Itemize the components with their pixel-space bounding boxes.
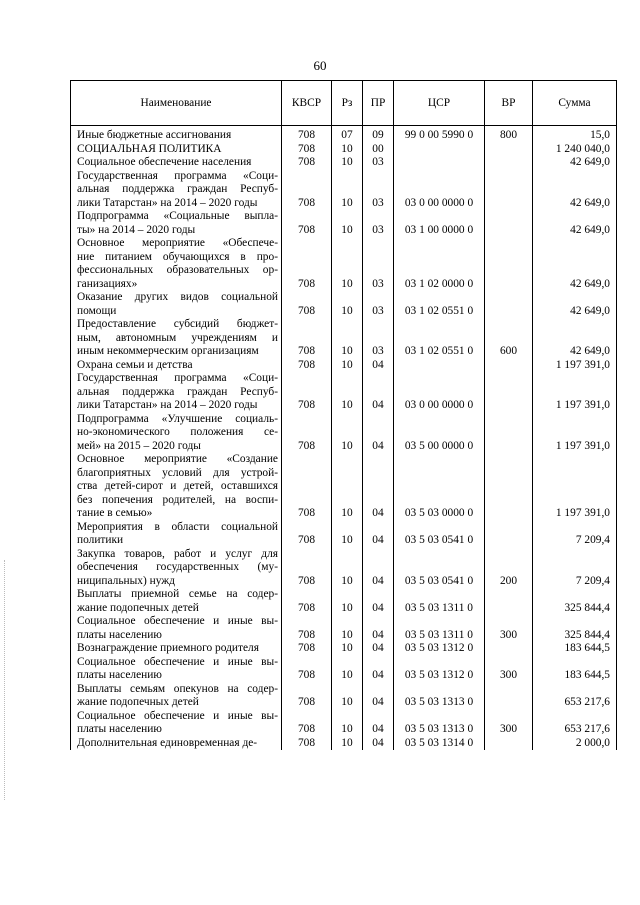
csr-cell: 03 0 00 0000 0	[394, 372, 485, 413]
csr-cell: 03 5 03 0541 0	[394, 521, 485, 548]
pr-cell: 04	[363, 521, 394, 548]
name-cell	[71, 210, 282, 237]
scan-edge	[4, 560, 6, 800]
name-line: платы населению	[77, 628, 162, 641]
sum-cell: 325 844,4	[533, 588, 617, 615]
table-row	[71, 210, 617, 237]
vr-cell	[485, 210, 533, 237]
name-line: Социальное обеспечение и иные вы-	[77, 709, 278, 722]
table-row	[71, 126, 617, 143]
pr-cell: 00	[363, 143, 394, 157]
kvsr-cell: 708	[282, 156, 332, 170]
header-vr: ВР	[485, 81, 533, 126]
csr-cell: 03 1 02 0551 0	[394, 318, 485, 359]
pr-cell: 03	[363, 237, 394, 291]
sum-cell: 1 197 391,0	[533, 372, 617, 413]
sum-cell: 15,0	[533, 126, 617, 143]
rz-cell: 10	[332, 413, 363, 454]
csr-cell: 03 5 03 0000 0	[394, 453, 485, 521]
name-cell	[71, 548, 282, 589]
sum-cell: 183 644,5	[533, 642, 617, 656]
pr-cell: 04	[363, 683, 394, 710]
csr-cell: 03 5 03 1312 0	[394, 642, 485, 656]
vr-cell	[485, 237, 533, 291]
name-line: ным, автономным учреждениям и	[77, 331, 278, 344]
rz-cell: 10	[332, 170, 363, 211]
name-cell	[71, 126, 282, 143]
csr-cell: 03 1 02 0551 0	[394, 291, 485, 318]
pr-cell: 04	[363, 642, 394, 656]
sum-cell: 7 209,4	[533, 548, 617, 589]
name-line: Подпрограмма «Социальные выпла-	[77, 210, 278, 222]
rz-cell: 10	[332, 656, 363, 683]
name-line: благоприятных условий для устрой-	[77, 466, 278, 479]
name-line: Государственная программа «Соци-	[77, 169, 278, 182]
name-line: платы населению	[77, 669, 162, 681]
table-row	[71, 683, 617, 710]
name-cell	[71, 372, 282, 413]
vr-cell: 300	[485, 710, 533, 737]
rz-cell: 10	[332, 521, 363, 548]
kvsr-cell: 708	[282, 143, 332, 157]
sum-cell: 183 644,5	[533, 656, 617, 683]
sum-cell: 1 197 391,0	[533, 413, 617, 454]
table-row	[71, 291, 617, 318]
name-cell	[71, 710, 282, 737]
name-line: жание подопечных детей	[77, 601, 199, 614]
csr-cell: 03 5 00 0000 0	[394, 413, 485, 454]
table-row	[71, 548, 617, 589]
rz-cell: 10	[332, 683, 363, 710]
rz-cell: 10	[332, 710, 363, 737]
kvsr-cell: 708	[282, 291, 332, 318]
kvsr-cell: 708	[282, 642, 332, 656]
kvsr-cell: 708	[282, 453, 332, 521]
csr-cell: 03 1 02 0000 0	[394, 237, 485, 291]
table-header	[71, 81, 617, 126]
rz-cell: 10	[332, 642, 363, 656]
budget-table	[70, 80, 617, 750]
csr-cell: 03 0 00 0000 0	[394, 170, 485, 211]
rz-cell: 10	[332, 372, 363, 413]
rz-cell: 10	[332, 359, 363, 373]
csr-cell	[394, 156, 485, 170]
name-line: Предоставление субсидий бюджет-	[77, 318, 278, 330]
vr-cell: 200	[485, 548, 533, 589]
sum-cell: 1 240 040,0	[533, 143, 617, 157]
table-row	[71, 143, 617, 157]
name-line: альная поддержка граждан Респуб-	[77, 183, 278, 195]
kvsr-cell: 708	[282, 210, 332, 237]
name-line: СОЦИАЛЬНАЯ ПОЛИТИКА	[77, 142, 222, 155]
name-cell	[71, 588, 282, 615]
kvsr-cell: 708	[282, 548, 332, 589]
kvsr-cell: 708	[282, 413, 332, 454]
vr-cell	[485, 413, 533, 454]
sum-cell: 42 649,0	[533, 291, 617, 318]
name-line: альная поддержка граждан Респуб-	[77, 385, 278, 398]
pr-cell: 03	[363, 318, 394, 359]
pr-cell: 04	[363, 710, 394, 737]
name-line: без попечения родителей, на воспи-	[77, 493, 278, 506]
name-cell	[71, 737, 282, 751]
name-line: помощи	[77, 304, 117, 317]
vr-cell	[485, 291, 533, 318]
vr-cell	[485, 588, 533, 615]
sum-cell: 1 197 391,0	[533, 453, 617, 521]
name-cell	[71, 683, 282, 710]
name-cell	[71, 359, 282, 373]
table-row	[71, 615, 617, 642]
name-line: но-экономического положения се-	[77, 426, 278, 438]
vr-cell	[485, 737, 533, 751]
pr-cell: 03	[363, 170, 394, 211]
vr-cell	[485, 143, 533, 157]
name-line: мей» на 2015 – 2020 годы	[77, 439, 201, 452]
rz-cell: 10	[332, 156, 363, 170]
csr-cell: 03 5 03 1314 0	[394, 737, 485, 751]
name-line: Основное мероприятие «Создание	[77, 453, 278, 465]
pr-cell: 04	[363, 359, 394, 373]
vr-cell	[485, 170, 533, 211]
name-cell	[71, 318, 282, 359]
name-cell	[71, 521, 282, 548]
table-row	[71, 170, 617, 211]
sum-cell: 2 000,0	[533, 737, 617, 751]
vr-cell	[485, 156, 533, 170]
pr-cell: 09	[363, 126, 394, 143]
kvsr-cell: 708	[282, 372, 332, 413]
table-row	[71, 737, 617, 751]
header-rz: Рз	[332, 81, 363, 126]
name-line: ниципальных) нужд	[77, 574, 175, 587]
name-line: Закупка товаров, работ и услуг для	[77, 547, 278, 560]
sum-cell: 1 197 391,0	[533, 359, 617, 373]
csr-cell: 03 1 00 0000 0	[394, 210, 485, 237]
header-name: Наименование	[71, 81, 282, 126]
name-line: обеспечения государственных (му-	[77, 561, 278, 573]
name-line: лики Татарстан» на 2014 – 2020 годы	[77, 196, 258, 209]
name-line: фессиональных образовательных ор-	[77, 264, 278, 276]
sum-cell: 7 209,4	[533, 521, 617, 548]
name-line: ства детей-сирот и детей, оставшихся	[77, 480, 278, 492]
name-line: иным некоммерческим организациям	[77, 345, 259, 357]
name-line: Социальное обеспечение и иные вы-	[77, 615, 278, 627]
header-csr: ЦСР	[394, 81, 485, 126]
name-line: ние питанием обучающихся в про-	[77, 250, 278, 263]
header-sum: Сумма	[533, 81, 617, 126]
kvsr-cell: 708	[282, 615, 332, 642]
name-line: Социальное обеспечение и иные вы-	[77, 655, 278, 668]
rz-cell: 10	[332, 318, 363, 359]
name-line: Выплаты семьям опекунов на содер-	[77, 682, 278, 695]
pr-cell: 04	[363, 615, 394, 642]
table-body	[71, 126, 617, 751]
name-line: жание подопечных детей	[77, 696, 199, 708]
name-line: Выплаты приемной семье на содер-	[77, 588, 278, 600]
table-row	[71, 359, 617, 373]
csr-cell: 03 5 03 1313 0	[394, 683, 485, 710]
table-row	[71, 318, 617, 359]
sum-cell: 653 217,6	[533, 683, 617, 710]
name-line: Подпрограмма «Улучшение социаль-	[77, 412, 278, 425]
name-line: ты» на 2014 – 2020 годы	[77, 223, 196, 236]
vr-cell	[485, 521, 533, 548]
name-line: тание в семью»	[77, 507, 153, 519]
sum-cell: 42 649,0	[533, 170, 617, 211]
vr-cell	[485, 683, 533, 710]
kvsr-cell: 708	[282, 710, 332, 737]
name-line: Вознаграждение приемного родителя	[77, 642, 259, 654]
kvsr-cell: 708	[282, 359, 332, 373]
name-line: Основное мероприятие «Обеспече-	[77, 237, 278, 249]
vr-cell: 600	[485, 318, 533, 359]
vr-cell	[485, 372, 533, 413]
rz-cell: 10	[332, 210, 363, 237]
table-row	[71, 453, 617, 521]
pr-cell: 03	[363, 156, 394, 170]
sum-cell: 42 649,0	[533, 318, 617, 359]
rz-cell: 10	[332, 615, 363, 642]
pr-cell: 03	[363, 291, 394, 318]
table-row	[71, 588, 617, 615]
rz-cell: 10	[332, 737, 363, 751]
name-cell	[71, 615, 282, 642]
name-line: Оказание других видов социальной	[77, 291, 278, 303]
name-cell	[71, 237, 282, 291]
name-cell	[71, 453, 282, 521]
name-cell	[71, 642, 282, 656]
kvsr-cell: 708	[282, 737, 332, 751]
sum-cell: 653 217,6	[533, 710, 617, 737]
table-row	[71, 237, 617, 291]
rz-cell: 10	[332, 237, 363, 291]
table-row	[71, 710, 617, 737]
header-pr: ПР	[363, 81, 394, 126]
pr-cell: 03	[363, 210, 394, 237]
pr-cell: 04	[363, 737, 394, 751]
rz-cell: 10	[332, 291, 363, 318]
csr-cell	[394, 359, 485, 373]
name-cell	[71, 413, 282, 454]
header-kvsr: КВСР	[282, 81, 332, 126]
name-line: Дополнительная единовременная де-	[77, 736, 258, 749]
csr-cell: 99 0 00 5990 0	[394, 126, 485, 143]
pr-cell: 04	[363, 548, 394, 589]
table-row	[71, 372, 617, 413]
pr-cell: 04	[363, 656, 394, 683]
csr-cell: 03 5 03 0541 0	[394, 548, 485, 589]
name-line: ганизациях»	[77, 277, 138, 290]
sum-cell: 42 649,0	[533, 210, 617, 237]
pr-cell: 04	[363, 588, 394, 615]
kvsr-cell: 708	[282, 237, 332, 291]
name-line: Иные бюджетные ассигнования	[77, 129, 232, 141]
sum-cell: 42 649,0	[533, 237, 617, 291]
name-cell	[71, 291, 282, 318]
kvsr-cell: 708	[282, 588, 332, 615]
vr-cell	[485, 359, 533, 373]
rz-cell: 10	[332, 588, 363, 615]
table-row	[71, 413, 617, 454]
name-cell	[71, 156, 282, 170]
vr-cell	[485, 642, 533, 656]
csr-cell: 03 5 03 1313 0	[394, 710, 485, 737]
csr-cell: 03 5 03 1312 0	[394, 656, 485, 683]
name-line: Социальное обеспечение населения	[77, 156, 252, 168]
kvsr-cell: 708	[282, 656, 332, 683]
kvsr-cell: 708	[282, 521, 332, 548]
csr-cell: 03 5 03 1311 0	[394, 615, 485, 642]
rz-cell: 07	[332, 126, 363, 143]
name-line: политики	[77, 534, 124, 546]
name-cell	[71, 656, 282, 683]
table-row	[71, 521, 617, 548]
sum-cell: 42 649,0	[533, 156, 617, 170]
kvsr-cell: 708	[282, 683, 332, 710]
name-line: Государственная программа «Соци-	[77, 372, 278, 384]
pr-cell: 04	[363, 453, 394, 521]
csr-cell	[394, 143, 485, 157]
csr-cell: 03 5 03 1311 0	[394, 588, 485, 615]
table-row	[71, 656, 617, 683]
vr-cell	[485, 453, 533, 521]
name-line: платы населению	[77, 723, 162, 735]
sum-cell: 325 844,4	[533, 615, 617, 642]
name-line: Мероприятия в области социальной	[77, 520, 278, 533]
name-cell	[71, 170, 282, 211]
rz-cell: 10	[332, 453, 363, 521]
vr-cell: 300	[485, 615, 533, 642]
name-line: лики Татарстан» на 2014 – 2020 годы	[77, 399, 258, 411]
table-row	[71, 156, 617, 170]
page-number: 60	[313, 58, 327, 73]
vr-cell: 300	[485, 656, 533, 683]
vr-cell: 800	[485, 126, 533, 143]
pr-cell: 04	[363, 413, 394, 454]
kvsr-cell: 708	[282, 170, 332, 211]
name-line: Охрана семьи и детства	[77, 358, 193, 371]
kvsr-cell: 708	[282, 126, 332, 143]
kvsr-cell: 708	[282, 318, 332, 359]
rz-cell: 10	[332, 143, 363, 157]
table-row	[71, 642, 617, 656]
rz-cell: 10	[332, 548, 363, 589]
pr-cell: 04	[363, 372, 394, 413]
name-cell	[71, 143, 282, 157]
